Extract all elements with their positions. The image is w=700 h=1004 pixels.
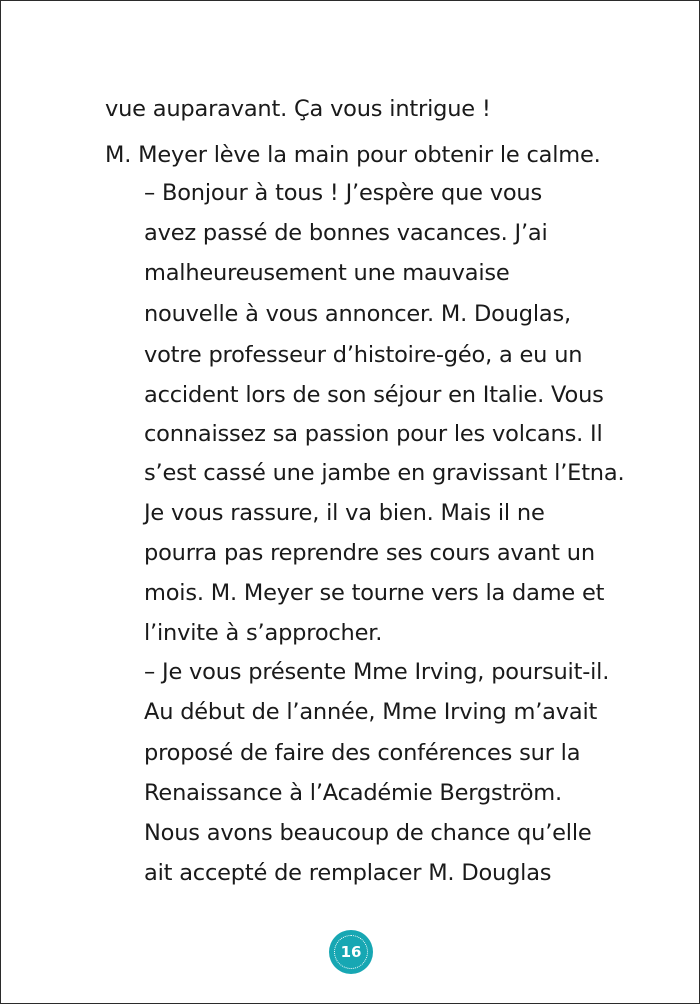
text-line: – Bonjour à tous ! J’espère que vous bbox=[144, 180, 543, 206]
text-line: accident lors de son séjour en Italie. Vous bbox=[144, 382, 604, 408]
text-line: pourra pas reprendre ses cours avant un bbox=[144, 540, 595, 566]
text-line: Au début de l’année, Mme Irving m’avait bbox=[144, 699, 598, 725]
text-line: l’invite à s’approcher. bbox=[144, 620, 383, 646]
text-line: proposé de faire des conférences sur la bbox=[144, 740, 581, 766]
text-line: mois. M. Meyer se tourne vers la dame et bbox=[144, 580, 605, 606]
text-line: malheureusement une mauvaise bbox=[144, 260, 510, 286]
text-line: ait accepté de remplacer M. Douglas bbox=[144, 860, 552, 886]
text-line: votre professeur d’histoire-géo, a eu un bbox=[144, 342, 583, 368]
page-number: 16 bbox=[334, 935, 368, 969]
text-line: connaissez sa passion pour les volcans. Il bbox=[144, 421, 603, 447]
text-line: M. Meyer lève la main pour obtenir le calme. bbox=[105, 142, 601, 168]
text-line: Je vous rassure, il va bien. Mais il ne bbox=[144, 500, 545, 526]
text-line: Renaissance à l’Académie Bergström. bbox=[144, 780, 562, 806]
text-line: – Je vous présente Mme Irving, poursuit-il. bbox=[144, 659, 610, 685]
text-line: s’est cassé une jambe en gravissant l’Etna. bbox=[144, 460, 625, 486]
text-line: nouvelle à vous annoncer. M. Douglas, bbox=[144, 301, 571, 327]
text-line: Nous avons beaucoup de chance qu’elle bbox=[144, 820, 592, 846]
page-number-badge bbox=[329, 930, 373, 974]
text-line: avez passé de bonnes vacances. J’ai bbox=[144, 220, 548, 246]
text-line: vue auparavant. Ça vous intrigue ! bbox=[105, 96, 491, 122]
